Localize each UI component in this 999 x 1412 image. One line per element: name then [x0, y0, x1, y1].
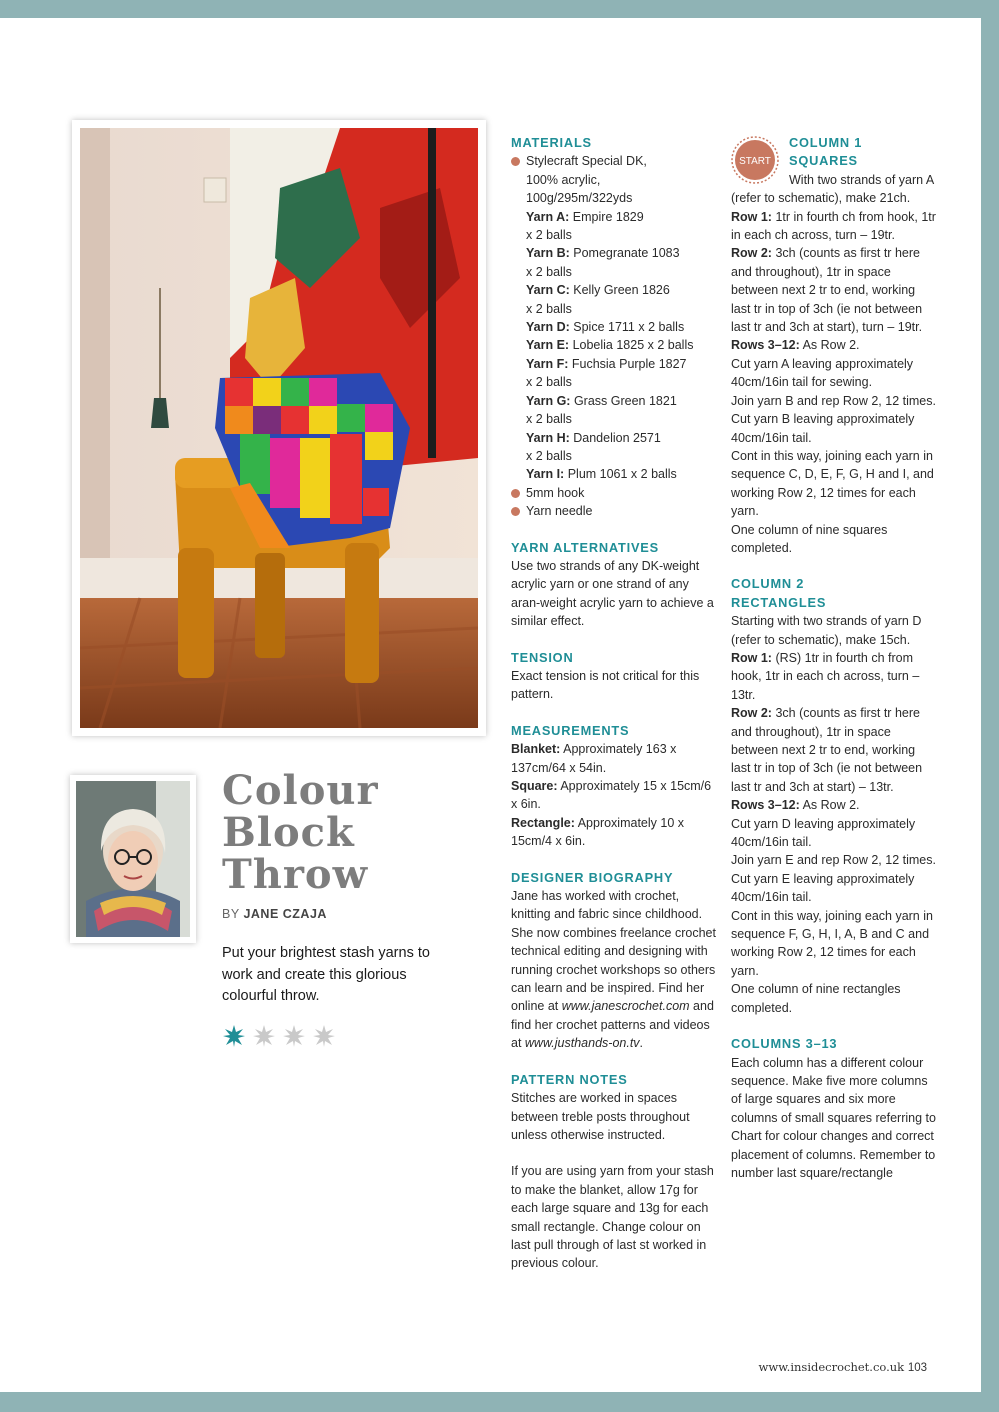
materials-section: [511, 134, 716, 521]
column2-section: [731, 575, 936, 1017]
column1-heading: COLUMN 1: [789, 135, 863, 150]
pattern-para: Cut yarn D leaving approximately 40cm/16in tail.: [731, 816, 916, 850]
measurement-item: Blanket: Approximately 163 x 137cm/64 x 54in.: [511, 742, 677, 775]
website-link[interactable]: www.janescrochet.com: [561, 999, 690, 1014]
column2-subheading: RECTANGLES: [731, 594, 827, 610]
columns-3-13-text: Each column has a different colour sequence. Make five more columns of large squares and six more columns of small squares referring to Chart for colour changes and correct placement of columns. Remember to number last square/rectangle: [731, 1055, 936, 1180]
tension-section: [511, 649, 716, 704]
pattern-para: Cont in this way, joining each yarn in sequence F, G, H, I, A, B and C and working Row 2, 12 times for each yarn.: [731, 908, 933, 978]
author-photo: [76, 781, 190, 937]
measurements-heading: MEASUREMENTS: [511, 722, 630, 738]
pattern-para: Cut yarn B leaving approximately 40cm/16in tail.: [731, 412, 915, 445]
materials-list: [511, 152, 716, 520]
pattern-row: Row 1: (RS) 1tr in fourth ch from hook, 1tr in each ch across, turn – 13tr.: [731, 650, 920, 702]
author-photo-frame: [70, 775, 196, 943]
columns-3-13-heading: COLUMNS 3–13: [731, 1036, 838, 1052]
page-number: 103: [907, 1362, 927, 1374]
pattern-para: Cut yarn A leaving approximately 40cm/16in tail for sewing.: [731, 356, 914, 390]
pattern-para: Cont in this way, joining each yarn in sequence C, D, E, F, G, H and I, and working Row 2, 12 times for each yarn.: [731, 448, 934, 519]
pattern-para: Join yarn E and rep Row 2, 12 times.: [731, 853, 936, 868]
difficulty-rating: [222, 1024, 336, 1048]
photo-illustration: [80, 128, 478, 728]
tension-text: Exact tension is not critical for this pattern.: [511, 668, 700, 702]
website-link[interactable]: www.justhands-on.tv: [524, 1036, 640, 1051]
columns-3-13-section: [731, 1035, 936, 1182]
column1-intro: With two strands of yarn A (refer to schematic), make 21ch.: [731, 172, 934, 206]
biography-heading: DESIGNER BIOGRAPHY: [511, 869, 674, 885]
difficulty-star-icon: [282, 1024, 306, 1048]
column2-intro: Starting with two strands of yarn D (refer to schematic), make 15ch.: [731, 614, 922, 647]
pattern-para: One column of nine rectangles completed.: [731, 982, 901, 1015]
difficulty-star-icon: [222, 1024, 246, 1048]
yarn-alternatives-section: [511, 539, 716, 631]
yarn-alternatives-heading: YARN ALTERNATIVES: [511, 539, 659, 555]
article-intro: Put your brightest stash yarns to work and create this glorious colourful throw.: [222, 945, 430, 1004]
column1-section: [731, 134, 936, 557]
main-photo-frame: [72, 120, 486, 736]
pattern-row: Row 2: 3ch (counts as first tr here and throughout), 1tr in space between next 2 tr to end, working last tr in top of 3ch (ie not between last tr and 3ch at start) – 13tr.: [731, 706, 923, 794]
byline-prefix: BY: [222, 907, 240, 921]
list-item: Stylecraft Special DK, 100% acrylic, 100g/295m/322yds Yarn A: Empire 1829 x 2 balls Yarn B: Pomegranate 1083 x 2 balls Yarn C: Kelly Green 1826 x 2 balls Yarn D: Spice 1711 x 2 balls Yarn E: Lobelia 1825 x 2 balls Yarn F: Fuchsia Purple 1827 x 2 balls Yarn G: Grass Green 1821 x 2 balls Yarn H: Dandelion 2571 x 2 balls Yarn I: Plum 1061 x 2 balls: [511, 152, 716, 483]
materials-heading: MATERIALS: [511, 135, 592, 150]
tension-heading: TENSION: [511, 649, 574, 665]
title-line-3: Throw: [222, 851, 369, 898]
measurements-section: [511, 722, 716, 851]
text-column-2: [731, 134, 936, 1200]
biography-section: [511, 869, 716, 1053]
page-footer: [759, 1360, 927, 1374]
pattern-para: Cut yarn E leaving approximately 40cm/16in tail.: [731, 871, 915, 905]
measurement-item: Rectangle: Approximately 10 x 15cm/4 x 6in.: [511, 815, 685, 849]
start-badge-label: START: [739, 156, 771, 167]
article-title: [222, 767, 379, 898]
footer-url: www.insidecrochet.co.uk: [758, 1360, 905, 1374]
pattern-notes-para: If you are using yarn from your stash to make the blanket, allow 17g for each large square and 13g for each small rectangle. Change colour on last pull through of last st worked in previous colour.: [511, 1164, 714, 1271]
chair-throw-photo: [80, 128, 478, 728]
pattern-para: One column of nine squares completed.: [731, 522, 888, 555]
byline: [222, 907, 327, 921]
title-line-2: Block: [222, 809, 355, 856]
list-item: 5mm hook: [511, 484, 716, 502]
author-portrait: [76, 781, 190, 937]
yarn-alternatives-text: Use two strands of any DK-weight acrylic yarn or one strand of any aran-weight acrylic yarn to achieve a similar effect.: [511, 558, 714, 629]
pattern-row: Row 2: 3ch (counts as first tr here and throughout), 1tr in space between next 2 tr to end, working last tr in top of 3ch (ie not between last tr and 3ch at start), turn – 19tr.: [731, 246, 923, 335]
list-item: Yarn needle: [511, 502, 716, 520]
pattern-para: Join yarn B and rep Row 2, 12 times.: [731, 393, 936, 408]
column1-subheading: SQUARES: [789, 153, 858, 169]
title-line-1: Colour: [222, 767, 379, 814]
pattern-notes-section: [511, 1071, 716, 1273]
top-dotted-border: [0, 18, 978, 24]
pattern-row: Row 1: 1tr in fourth ch from hook, 1tr in each ch across, turn – 19tr.: [731, 209, 936, 243]
pattern-notes-heading: PATTERN NOTES: [511, 1071, 628, 1087]
difficulty-star-icon: [312, 1024, 336, 1048]
pattern-row: Rows 3–12: As Row 2.: [731, 798, 860, 813]
pattern-row: Rows 3–12: As Row 2.: [731, 338, 860, 353]
pattern-notes-para: Stitches are worked in spaces between treble posts throughout unless otherwise instructed.: [511, 1091, 690, 1142]
measurement-item: Square: Approximately 15 x 15cm/6 x 6in.: [511, 779, 712, 812]
author-name: JANE CZAJA: [243, 907, 327, 921]
text-column-1: [511, 134, 716, 1291]
column2-heading: COLUMN 2: [731, 576, 805, 592]
biography-text: Jane has worked with crochet, knitting and fabric since childhood. She now combines freelance crochet technical editing and designing with running crochet workshops so others can learn and be inspired. Find her online at www.janescrochet.com and find her crochet patterns and videos at www.justhands-on.tv.: [511, 889, 716, 1051]
difficulty-star-icon: [252, 1024, 276, 1048]
